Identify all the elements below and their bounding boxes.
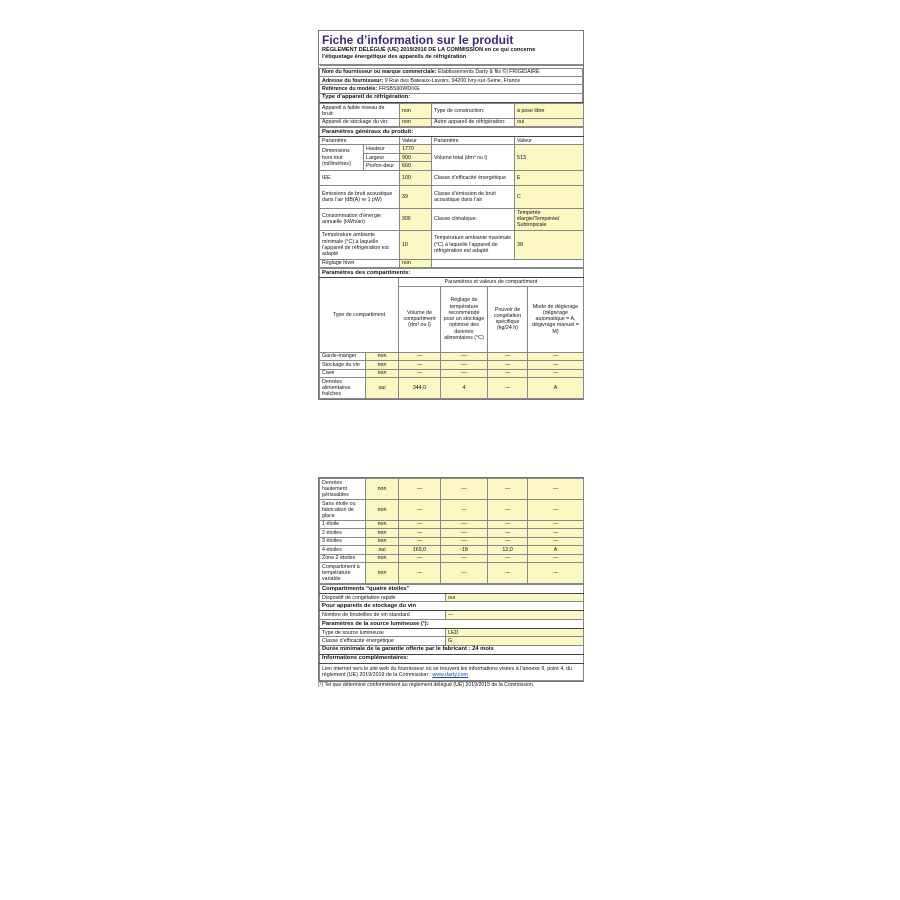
compartment-freezing: —	[488, 554, 528, 562]
compartment-volume: 344,0	[399, 378, 441, 399]
compartment-row	[320, 352, 584, 360]
col-value-header: Valeur	[400, 137, 432, 145]
compartment-freezing: —	[488, 369, 528, 377]
supplier-address-value: 9 Rue des Bateaux-Lavoirs, 94200 Ivry-sur-Seine, France	[383, 77, 521, 84]
construction-value: à pose libre	[515, 103, 584, 118]
compartment-row	[320, 554, 584, 562]
type-section-title: Type d’appareil de réfrigération:	[320, 93, 583, 102]
compartment-row	[320, 563, 584, 584]
compartment-present: oui	[366, 378, 399, 399]
noise-class-value: C	[515, 185, 584, 208]
compartment-defrost: A	[528, 378, 584, 399]
compartment-row	[320, 499, 584, 520]
compartment-volume: —	[399, 361, 441, 369]
compartment-defrost: —	[528, 520, 584, 528]
compartment-defrost: —	[528, 479, 584, 500]
compartment-temperature: —	[441, 499, 488, 520]
winter-setting-label: Réglage hiver	[320, 259, 400, 267]
supplier-table	[319, 65, 583, 103]
climate-class-value: Tempérée élargie/Tempérée/ Subtropicale	[515, 208, 584, 230]
compartment-name: Garde-manger	[320, 352, 366, 360]
supplier-name-label: Nom du fournisseur ou marque commerciale:	[322, 69, 437, 76]
regulation-line-2: l’étiquetage énergétique des appareils de réfrigération	[322, 53, 467, 60]
volume-label: Volume total (dm³ ou l)	[432, 145, 515, 170]
low-noise-value: non	[400, 103, 432, 118]
page-title: Fiche d’information sur le produit	[322, 33, 514, 47]
general-params-table	[319, 127, 584, 268]
wine-section-title: Pour appareils de stockage du vin	[320, 602, 584, 611]
compartment-name: Denrées hautement périssables	[320, 479, 366, 500]
compartment-row	[320, 537, 584, 545]
compartment-freezing: —	[488, 361, 528, 369]
col-freezing: Pouvoir de congélation spécifique (kg/24 h)	[488, 286, 528, 352]
light-type-label: Type de source lumineuse	[320, 628, 446, 636]
energy-consumption-value: 306	[400, 208, 432, 230]
compartment-temperature: -18	[441, 546, 488, 554]
model-value: FRSBS90WDIXE	[377, 86, 420, 93]
noise-label: Émissions de bruit acoustique dans l’air (dB(A) re 1 pW)	[320, 185, 400, 208]
energy-class-label: Classe d’efficacité énergétique	[432, 170, 515, 185]
col-defrost: Mode de dégivrage (dégivrage automatique = A, dégivrage manuel = M)	[528, 286, 584, 352]
compartment-present: non	[366, 352, 399, 360]
compartment-temperature: 4	[441, 378, 488, 399]
compartment-temperature: —	[441, 529, 488, 537]
supplier-name-row	[320, 68, 583, 76]
compartment-volume: —	[399, 563, 441, 584]
fast-freeze-label: Dispositif de congélation rapide	[320, 594, 446, 602]
min-temp-value: 10	[400, 230, 432, 259]
info-section-title: Informations complémentaires:	[320, 654, 584, 663]
compartment-temperature: —	[441, 563, 488, 584]
light-type-value: LED	[446, 628, 584, 636]
col-value-header-2: Valeur	[515, 137, 584, 145]
compartment-present: non	[366, 361, 399, 369]
compartment-name: Zone 2 étoiles	[320, 554, 366, 562]
model-label: Référence du modèle:	[322, 86, 378, 93]
compartment-row	[320, 378, 584, 399]
compartment-row	[320, 546, 584, 554]
energy-class-value: E	[515, 170, 584, 185]
compartment-defrost: —	[528, 352, 584, 360]
compartment-temperature: —	[441, 520, 488, 528]
compartment-rows-page-1	[320, 352, 584, 398]
supplier-address-row	[320, 77, 583, 85]
footnote: (¹) Tel que déterminé conformément au règlement délégué (UE) 2019/2015 de la Commission.	[318, 682, 535, 688]
other-appliance-label: Autre appareil de réfrigération:	[432, 118, 515, 126]
compartment-volume: —	[399, 554, 441, 562]
compartment-name: 4 étoiles	[320, 546, 366, 554]
compartment-name: Denrées alimentaires fraîches	[320, 378, 366, 399]
compartment-freezing: —	[488, 499, 528, 520]
col-volume: Volume de compartiment (dm³ ou l)	[399, 286, 441, 352]
depth-label: Profon-deur	[364, 162, 400, 170]
other-appliance-value: oui	[515, 118, 584, 126]
compartment-volume: —	[399, 352, 441, 360]
regulation-line-1	[322, 47, 580, 54]
compartment-volume: —	[399, 369, 441, 377]
compartment-freezing: 12,0	[488, 546, 528, 554]
noise-class-label: Classe d’émission de bruit acoustique dans l’air	[432, 185, 515, 208]
compartment-freezing: —	[488, 537, 528, 545]
min-temp-label: Température ambiante minimale (°C) à laquelle l’appareil de réfrigération est adapté	[320, 230, 400, 259]
max-temp-label: Température ambiante maximale (°C) à laquelle l’appareil de réfrigération est adapté	[432, 230, 515, 259]
compartment-present: non	[366, 520, 399, 528]
compartment-row	[320, 520, 584, 528]
compartment-rows-page-2	[320, 479, 584, 584]
compartment-present: oui	[366, 546, 399, 554]
compartment-present: non	[366, 369, 399, 377]
appliance-type-table	[319, 103, 584, 127]
compartment-row	[320, 361, 584, 369]
max-temp-value: 38	[515, 230, 584, 259]
dimensions-label: Dimensions hors tout (millimètres)	[320, 145, 364, 170]
compartment-volume: —	[399, 479, 441, 500]
compartment-name: 2 étoiles	[320, 529, 366, 537]
width-value: 900	[400, 153, 432, 161]
supplier-website-link[interactable]: www.darty.com	[432, 671, 468, 678]
extra-params-table	[319, 584, 584, 681]
compartment-present: non	[366, 554, 399, 562]
model-row	[320, 85, 583, 93]
compartment-defrost: —	[528, 499, 584, 520]
compartment-defrost: —	[528, 537, 584, 545]
compartment-defrost: —	[528, 529, 584, 537]
supplier-address-label: Adresse du fournisseur:	[322, 77, 384, 84]
energy-consumption-label: Consommation d’énergie annuelle (kWh/an)	[320, 208, 400, 230]
wine-appliance-value: non	[400, 118, 432, 126]
compartment-name: 1 étoile	[320, 520, 366, 528]
iee-value: 100	[400, 170, 432, 185]
col-param-header-2: Paramètre	[432, 137, 515, 145]
compartments-section-title: Paramètres des compartiments:	[320, 269, 584, 278]
compartments-table-1	[319, 268, 584, 399]
light-class-value: G	[446, 637, 584, 645]
compartment-freezing: —	[488, 520, 528, 528]
col-temperature: Réglage de température recommandé pour un stockage optimisé des denrées alimentaires (°C)	[441, 286, 488, 352]
compartment-row	[320, 479, 584, 500]
wine-bottles-label: Nombre de bouteilles de vin standard	[320, 611, 446, 619]
depth-value: 660	[400, 162, 432, 170]
compartment-volume: 169,0	[399, 546, 441, 554]
sheet-header	[319, 31, 583, 65]
climate-class-label: Classe climatique:	[432, 208, 515, 230]
compartment-name: Cave	[320, 369, 366, 377]
warranty-text: Durée minimale de la garantie offerte par le fabricant : 24 mois	[320, 645, 584, 654]
compartment-name: Sans étoile ou fabrication de glace	[320, 499, 366, 520]
compartment-volume: —	[399, 529, 441, 537]
compartment-defrost: A	[528, 546, 584, 554]
compartment-freezing: —	[488, 378, 528, 399]
compartment-temperature: —	[441, 554, 488, 562]
compartment-temperature: —	[441, 537, 488, 545]
compartment-temperature: —	[441, 352, 488, 360]
winter-setting-value: non	[400, 259, 432, 267]
compartment-defrost: —	[528, 563, 584, 584]
compartment-name: Stockage du vin	[320, 361, 366, 369]
compartment-present: non	[366, 563, 399, 584]
general-section-title: Paramètres généraux du produit:	[320, 128, 584, 137]
compartment-defrost: —	[528, 369, 584, 377]
light-section-title: Paramètres de la source lumineuse (¹):	[320, 619, 584, 628]
compartment-volume: —	[399, 499, 441, 520]
width-label: Largeur	[364, 153, 400, 161]
compartment-temperature: —	[441, 361, 488, 369]
four-star-title: Compartiments “quatre étoiles”	[320, 585, 584, 594]
fast-freeze-value: oui	[446, 594, 584, 602]
compartment-freezing: —	[488, 479, 528, 500]
compartment-defrost: —	[528, 361, 584, 369]
info-sheet-page-1	[318, 30, 584, 400]
low-noise-label: Appareil à faible niveau de bruit:	[320, 103, 400, 118]
construction-label: Type de construction:	[432, 103, 515, 118]
compartment-defrost: —	[528, 554, 584, 562]
height-label: Hauteur	[364, 145, 400, 153]
height-value: 1770	[400, 145, 432, 153]
volume-value: 513	[515, 145, 584, 170]
info-text: Lien internet vers le site web du fournisseur où se trouvent les informations visées à l’annexe II, point 4, du règlement (UE) 2019/2019 de la Commission :	[322, 665, 572, 678]
compartment-temperature: —	[441, 369, 488, 377]
info-text-cell	[320, 663, 584, 680]
compartment-temperature: —	[441, 479, 488, 500]
compartment-name: Compartiment à température variable	[320, 563, 366, 584]
compartments-table-2	[319, 478, 584, 584]
compartment-present: non	[366, 499, 399, 520]
compartment-present: non	[366, 537, 399, 545]
wine-bottles-value: —	[446, 611, 584, 619]
compartment-present: non	[366, 479, 399, 500]
compartment-name: 3 étoiles	[320, 537, 366, 545]
compartment-present: non	[366, 529, 399, 537]
supplier-name-value: Etablissements Darty & fils ©| FRIGIDAIRE	[436, 69, 540, 76]
noise-value: 39	[400, 185, 432, 208]
regulation-rest: en ce qui concerne	[483, 47, 536, 54]
compartment-row	[320, 529, 584, 537]
compartment-freezing: —	[488, 529, 528, 537]
col-param-header: Paramètre	[320, 137, 400, 145]
compartment-freezing: —	[488, 352, 528, 360]
col-compartment-type: Type de compartiment	[320, 278, 399, 352]
wine-appliance-label: Appareil de stockage du vin:	[320, 118, 400, 126]
info-sheet-page-2	[318, 477, 584, 682]
empty-cell	[432, 259, 584, 267]
iee-label: IEE	[320, 170, 400, 185]
compartment-freezing: —	[488, 563, 528, 584]
regulation-bold: RÈGLEMENT DÉLÉGUÉ (UE) 2019/2016 DE LA COMMISSION	[322, 47, 484, 54]
light-class-label: Classe d’efficacité énergétique	[320, 637, 446, 645]
compartment-volume: —	[399, 537, 441, 545]
compartment-row	[320, 369, 584, 377]
compartment-group-header: Paramètres et valeurs de compartiment	[399, 278, 584, 286]
compartment-volume: —	[399, 520, 441, 528]
